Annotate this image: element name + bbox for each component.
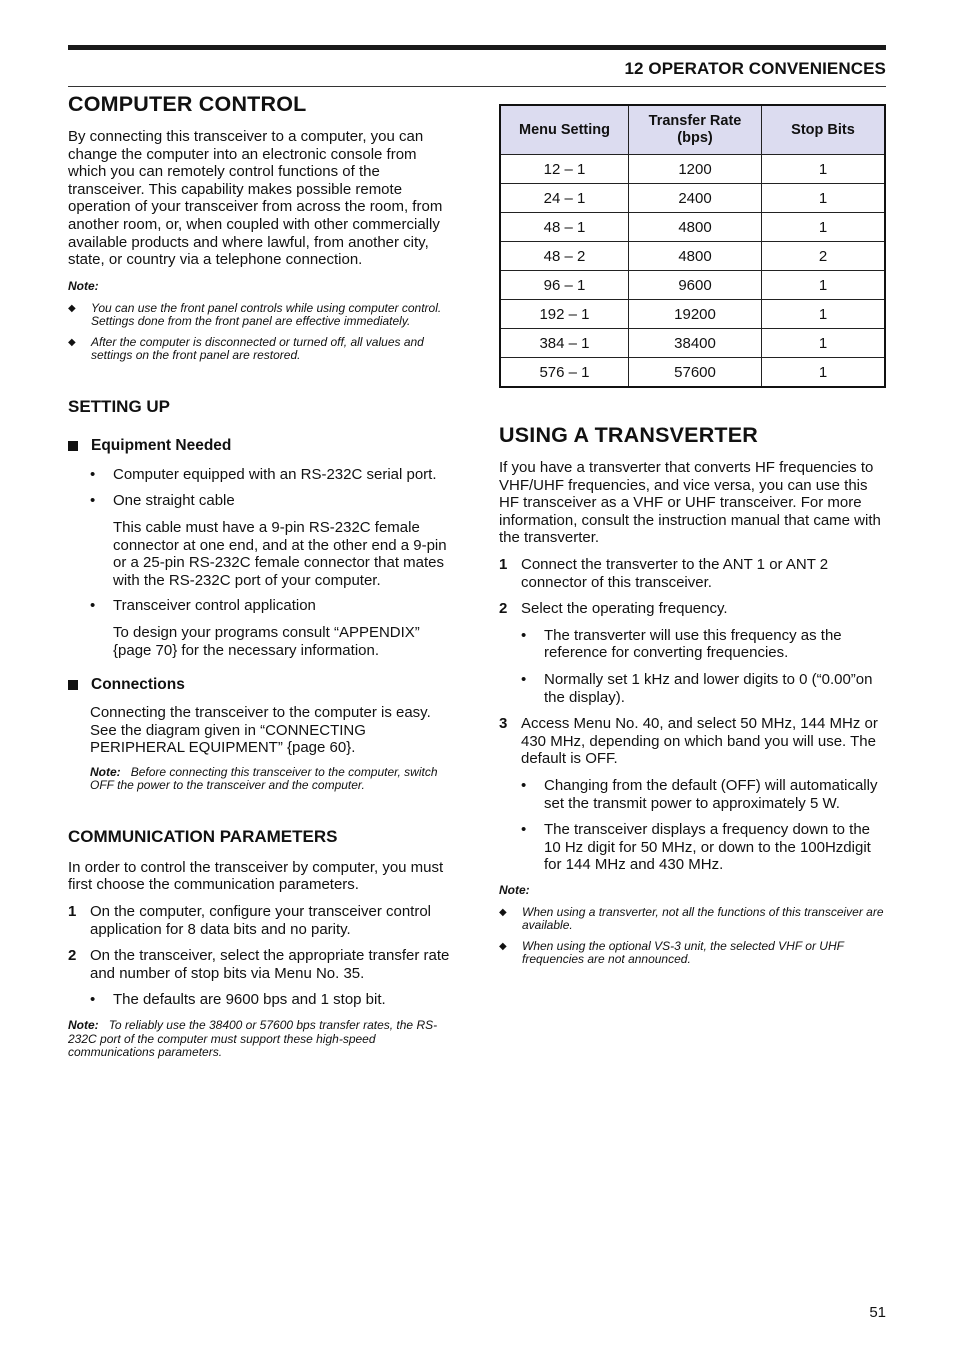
note-item: ◆ You can use the front panel controls while using computer control. Settings done from the front panel are effective immediately.	[68, 300, 442, 329]
note-label: Note:	[499, 882, 530, 897]
computer-control-intro: By connecting this transceiver to a computer, you can change the computer into an electronic console from which you can remotely control functions of the transceiver. This capability makes possible remote operation of your transceiver from across the room, from another room, or, when coupled with other commercially available products and where lawful, from another city, state, or country via a telephone connection.	[68, 128, 443, 269]
setting-up-heading: SETTING UP	[68, 396, 171, 416]
comm-params-note: Note: To reliably use the 38400 or 57600 bps transfer rates, the RS-232C port of the computer must support these high-speed communications parameters.	[68, 1018, 438, 1060]
diamond-bullet-icon: ◆	[68, 336, 76, 348]
table-cell: 48 – 1	[500, 213, 629, 242]
note-label: Note:	[68, 278, 99, 293]
table-cell: 1	[762, 155, 886, 184]
table-cell: 96 – 1	[500, 271, 629, 300]
app-description: To design your programs consult “APPENDIX” {page 70} for the necessary information.	[113, 623, 420, 659]
bullet-dot-icon: •	[521, 626, 527, 644]
page-number: 51	[869, 1304, 886, 1321]
list-item: • Normally set 1 kHz and lower digits to 0 (“0.00”on the display).	[521, 670, 873, 706]
table-cell: 19200	[629, 300, 762, 329]
bullet-dot-icon: •	[521, 821, 527, 839]
table-header-cell: Menu Setting	[500, 105, 629, 155]
table-cell: 24 – 1	[500, 184, 629, 213]
header-rule-thin	[68, 86, 886, 87]
computer-control-heading: COMPUTER CONTROL	[68, 92, 307, 116]
table-cell: 1	[762, 271, 886, 300]
list-item: • Transceiver control application	[90, 597, 316, 615]
table-header-row	[500, 105, 885, 155]
table-row	[500, 271, 885, 300]
cable-description: This cable must have a 9-pin RS-232C female connector at one end, and at the other end a 9-pin or a 25-pin RS-232C female connector that mates with the RS-232C port of your computer.	[113, 518, 447, 589]
square-bullet-icon	[68, 441, 78, 451]
table-row	[500, 300, 885, 329]
bullet-dot-icon: •	[521, 776, 527, 794]
table-row	[500, 155, 885, 184]
table-cell: 2	[762, 242, 886, 271]
list-item: • One straight cable	[90, 492, 235, 510]
table-cell: 384 – 1	[500, 329, 629, 358]
left-column	[68, 92, 453, 1060]
table-cell: 38400	[629, 329, 762, 358]
list-item: • Computer equipped with an RS-232C serial port.	[90, 465, 437, 483]
connections-text: Connecting the transceiver to the computer is easy. See the diagram given in “CONNECTING PERIPHERAL EQUIPMENT” {page 60}.	[90, 704, 431, 757]
table-cell: 1	[762, 300, 886, 329]
chapter-title: 12 OPERATOR CONVENIENCES	[624, 59, 886, 78]
bullet-dot-icon: •	[90, 597, 96, 615]
header-rule-thick	[68, 45, 886, 50]
list-item: • The transverter will use this frequency as the reference for converting frequencies.	[521, 626, 842, 662]
table-cell: 1	[762, 184, 886, 213]
table-cell: 1	[762, 358, 886, 388]
list-item: • The defaults are 9600 bps and 1 stop bit.	[90, 991, 386, 1009]
table-header-cell: Transfer Rate (bps)	[629, 105, 762, 155]
square-bullet-icon	[68, 680, 78, 690]
connections-heading: Connections	[68, 676, 453, 694]
table-cell: 12 – 1	[500, 155, 629, 184]
table-cell: 192 – 1	[500, 300, 629, 329]
step-item: 3 Access Menu No. 40, and select 50 MHz, 144 MHz or 430 MHz, depending on which band you will use. The default is OFF.	[499, 715, 878, 768]
note-item: ◆ After the computer is disconnected or turned off, all values and settings on the front panel are restored.	[68, 334, 424, 363]
bullet-dot-icon: •	[90, 991, 96, 1009]
right-column	[499, 104, 885, 967]
table-row	[500, 329, 885, 358]
table-cell: 48 – 2	[500, 242, 629, 271]
table-header-cell: Stop Bits	[762, 105, 886, 155]
table-cell: 576 – 1	[500, 358, 629, 388]
table-cell: 1	[762, 213, 886, 242]
step-item: 2 Select the operating frequency.	[499, 600, 728, 618]
table-row	[500, 213, 885, 242]
bullet-dot-icon: •	[90, 465, 96, 483]
diamond-bullet-icon: ◆	[499, 906, 507, 918]
transverter-heading: USING A TRANSVERTER	[499, 423, 759, 447]
table-cell: 57600	[629, 358, 762, 388]
table-cell: 4800	[629, 213, 762, 242]
table-row	[500, 184, 885, 213]
equipment-needed-heading: Equipment Needed	[68, 437, 453, 455]
table-row	[500, 242, 885, 271]
transfer-rate-table	[499, 104, 886, 388]
bullet-dot-icon: •	[90, 492, 96, 510]
table-cell: 1	[762, 329, 886, 358]
diamond-bullet-icon: ◆	[68, 302, 76, 314]
table-cell: 4800	[629, 242, 762, 271]
list-item: • The transceiver displays a frequency down to the 10 Hz digit for 50 MHz, or down to the 100Hzdigit for 144 MHz and 430 MHz.	[521, 821, 871, 874]
note-item: ◆ When using a transverter, not all the functions of this transceiver are available.	[499, 904, 884, 933]
table-cell: 1200	[629, 155, 762, 184]
list-item: • Changing from the default (OFF) will automatically set the transmit power to approximately 5 W.	[521, 776, 878, 812]
transverter-intro: If you have a transverter that converts HF frequencies to VHF/UHF frequencies, and vice versa, you can use this HF transceiver as a VHF or UHF transceiver. For more information, consult the instruction manual that came with the transverter.	[499, 459, 881, 547]
step-item: 1 On the computer, configure your transceiver control application for 8 data bits and no parity.	[68, 903, 432, 938]
table-cell: 9600	[629, 271, 762, 300]
diamond-bullet-icon: ◆	[499, 940, 507, 952]
comm-params-intro: In order to control the transceiver by computer, you must first choose the communication parameters.	[68, 858, 444, 894]
communication-parameters-heading: COMMUNICATION PARAMETERS	[68, 826, 338, 846]
note-item: ◆ When using the optional VS-3 unit, the selected VHF or UHF frequencies are not announced.	[499, 938, 844, 967]
table-cell: 2400	[629, 184, 762, 213]
bullet-dot-icon: •	[521, 670, 527, 688]
connections-note: Note: Before connecting this transceiver to the computer, switch OFF the power to the transceiver and the computer.	[90, 764, 438, 793]
step-item: 1 Connect the transverter to the ANT 1 or ANT 2 connector of this transceiver.	[499, 555, 829, 591]
table-row	[500, 358, 885, 388]
step-item: 2 On the transceiver, select the appropriate transfer rate and number of stop bits via Menu No. 35.	[68, 947, 450, 982]
